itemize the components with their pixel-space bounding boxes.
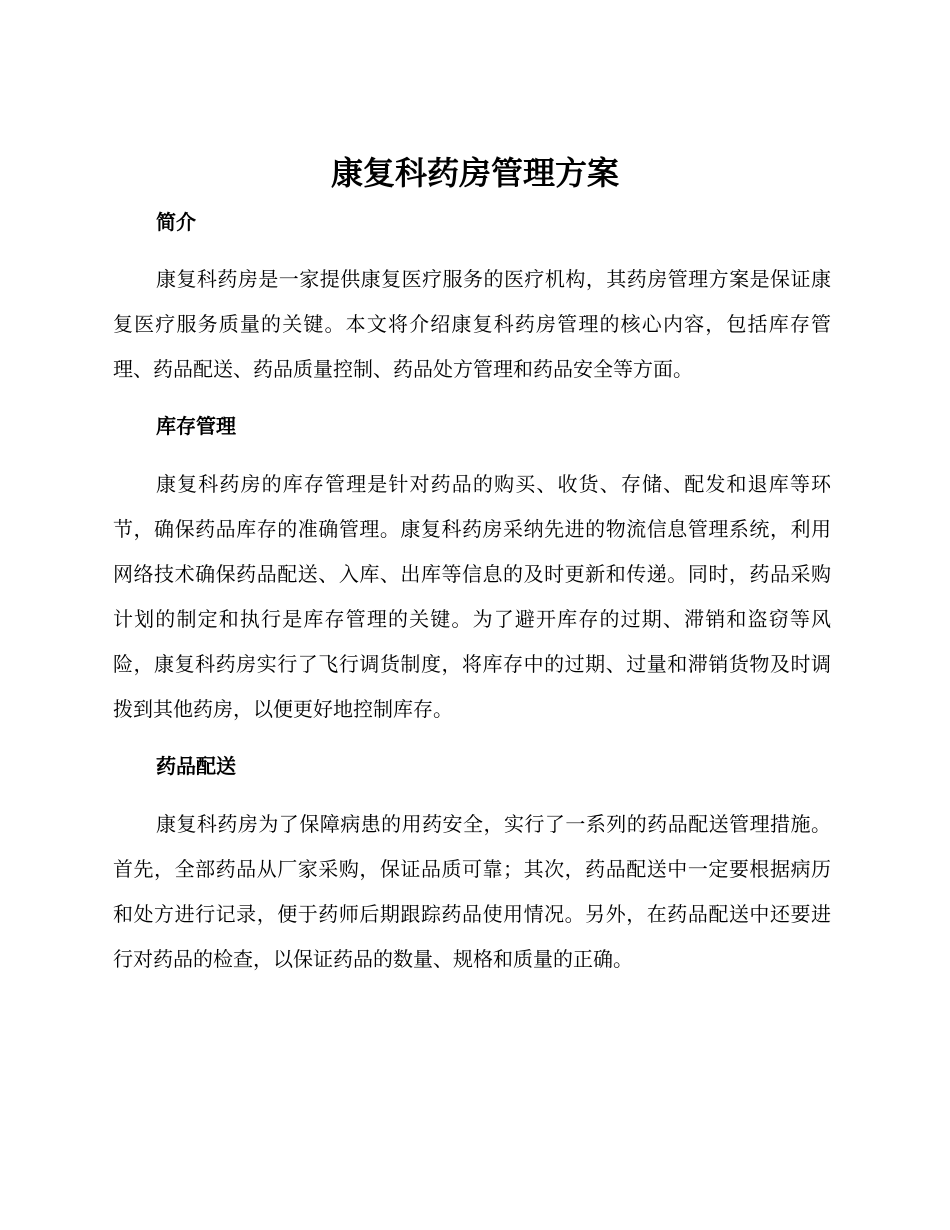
section-body-inventory: 康复科药房的库存管理是针对药品的购买、收货、存储、配发和退库等环节，确保药品库存的准确管理。康复科药房采纳先进的物流信息管理系统，利用网络技术确保药品配送、入库、出库等信息的及时更新和传递。同时，药品采购计划的制定和执行是库存管理的关键。为了避开库存的过期、滞销和盗窃等风险，康复科药房实行了飞行调货制度，将库存中的过期、过量和滞销货物及时调拨到其他药房，以便更好地控制库存。 xyxy=(113,472,831,721)
section-heading-delivery: 药品配送 xyxy=(156,754,236,778)
section-heading-intro: 简介 xyxy=(156,210,196,234)
section-heading-inventory: 库存管理 xyxy=(156,414,236,438)
section-body-intro: 康复科药房是一家提供康复医疗服务的医疗机构，其药房管理方案是保证康复医疗服务质量的关键。本文将介绍康复科药房管理的核心内容，包括库存管理、药品配送、药品质量控制、药品处方管理和药品安全等方面。 xyxy=(113,267,831,381)
document-title: 康复科药房管理方案 xyxy=(330,154,619,192)
section-body-delivery: 康复科药房为了保障病患的用药安全，实行了一系列的药品配送管理措施。首先，全部药品从厂家采购，保证品质可靠；其次，药品配送中一定要根据病历和处方进行记录，便于药师后期跟踪药品使用情况。另外，在药品配送中还要进行对药品的检查，以保证药品的数量、规格和质量的正确。 xyxy=(113,812,831,971)
